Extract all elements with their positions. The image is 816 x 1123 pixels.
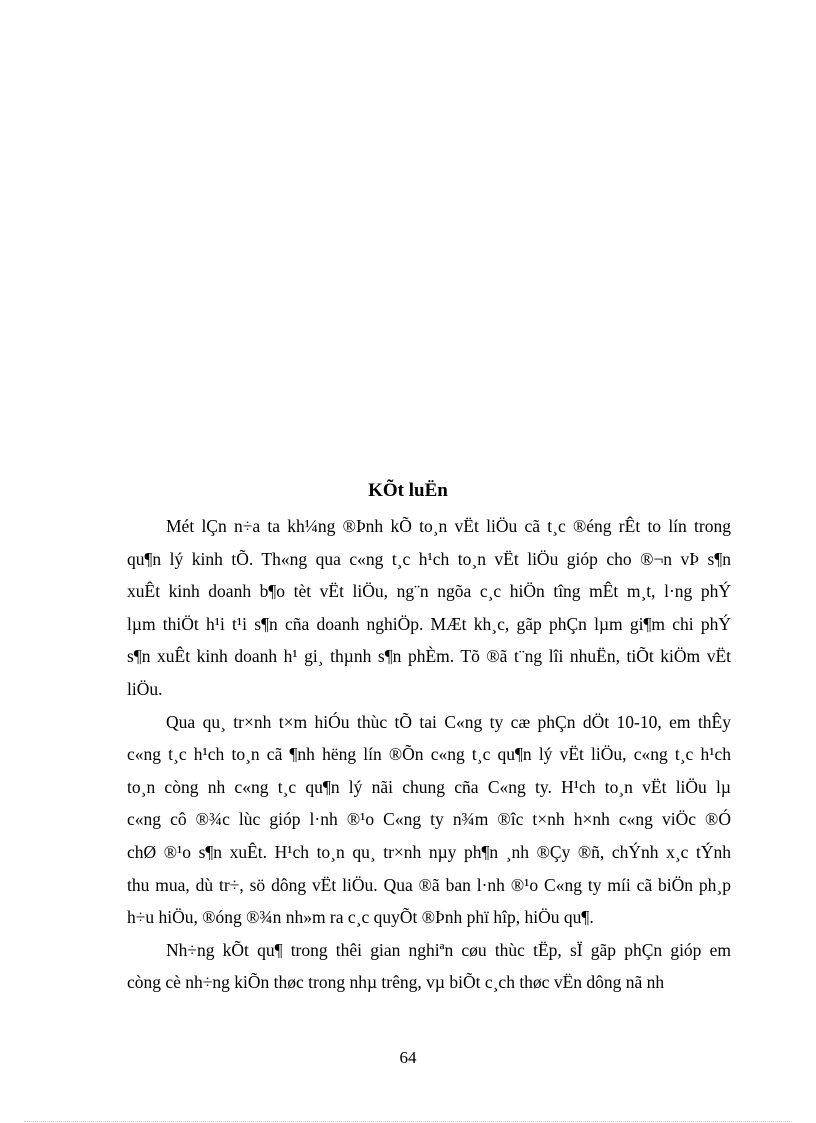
text-line: chØ ®¹o s¶n xuÊt. H¹ch to¸n qu¸ tr×nh nµy ph¶n ¸nh ®Çy ®ñ, chÝnh x¸c tÝnh bbox=[127, 841, 731, 862]
text-line: Mét lÇn n÷a ta kh¼ng ®Þnh kÕ to¸n vËt liÖu cã t¸c ®éng rÊt to lín trong bbox=[166, 516, 731, 536]
text-line: Qua qu¸ tr×nh t×m hiÓu thùc tÕ tai C«ng ty cæ phÇn dÖt 10-10, em thÊy bbox=[166, 711, 731, 732]
page-title: KÕt luËn bbox=[368, 480, 448, 501]
body-text bbox=[127, 510, 731, 999]
text-line: s¶n xuÊt kinh doanh h¹ gi¸ thµnh s¶n phÈm. Tõ ®ã t¨ng lîi nhuËn, tiÕt kiÖm vËt bbox=[127, 646, 731, 667]
paragraph-1 bbox=[127, 510, 731, 706]
text-line: thu mua, dù tr÷, sö dông vËt liÖu. Qua ®ã ban l·nh ®¹o C«ng ty míi cã biÖn ph¸p bbox=[127, 874, 731, 895]
paragraph-3 bbox=[127, 934, 731, 999]
text-line: c«ng cô ®¾c lùc gióp l·nh ®¹o C«ng ty n¾m ®îc t×nh h×nh c«ng viÖc ®Ó bbox=[127, 809, 731, 830]
page-bottom-rule bbox=[24, 1121, 792, 1122]
text-line: c«ng t¸c h¹ch to¸n cã ¶nh hëng lín ®Õn c«ng t¸c qu¶n lý vËt liÖu, c«ng t¸c h¹ch bbox=[127, 744, 731, 765]
text-line: xuÊt kinh doanh b¶o tèt vËt liÖu, ng¨n ngõa c¸c hiÖn tîng mÊt m¸t, l·ng phÝ bbox=[127, 581, 731, 602]
page-number: 64 bbox=[399, 1048, 417, 1067]
text-line: lµm thiÖt h¹i t¹i s¶n cña doanh nghiÖp. MÆt kh¸c, gãp phÇn lµm gi¶m chi phÝ bbox=[127, 613, 731, 634]
text-line: Nh÷ng kÕt qu¶ trong thêi gian nghiªn cøu thùc tËp, sÏ gãp phÇn gióp em bbox=[166, 939, 731, 960]
text-line: to¸n còng nh c«ng t¸c qu¶n lý nãi chung cña C«ng ty. H¹ch to¸n vËt liÖu lµ bbox=[127, 776, 731, 797]
paragraph-2 bbox=[127, 706, 731, 934]
text-line: còng cè nh÷ng kiÕn thøc trong nhµ trêng, vµ biÕt c¸ch thøc vËn dông nã nh bbox=[127, 972, 665, 993]
text-line: qu¶n lý kinh tÕ. Th«ng qua c«ng t¸c h¹ch to¸n vËt liÖu gióp cho ®¬n vÞ s¶n bbox=[127, 548, 731, 569]
text-line: h÷u hiÖu, ®óng ®¾n nh»m ra c¸c quyÕt ®Þnh phï hîp, hiÖu qu¶. bbox=[127, 907, 594, 928]
text-line: liÖu. bbox=[127, 678, 163, 699]
